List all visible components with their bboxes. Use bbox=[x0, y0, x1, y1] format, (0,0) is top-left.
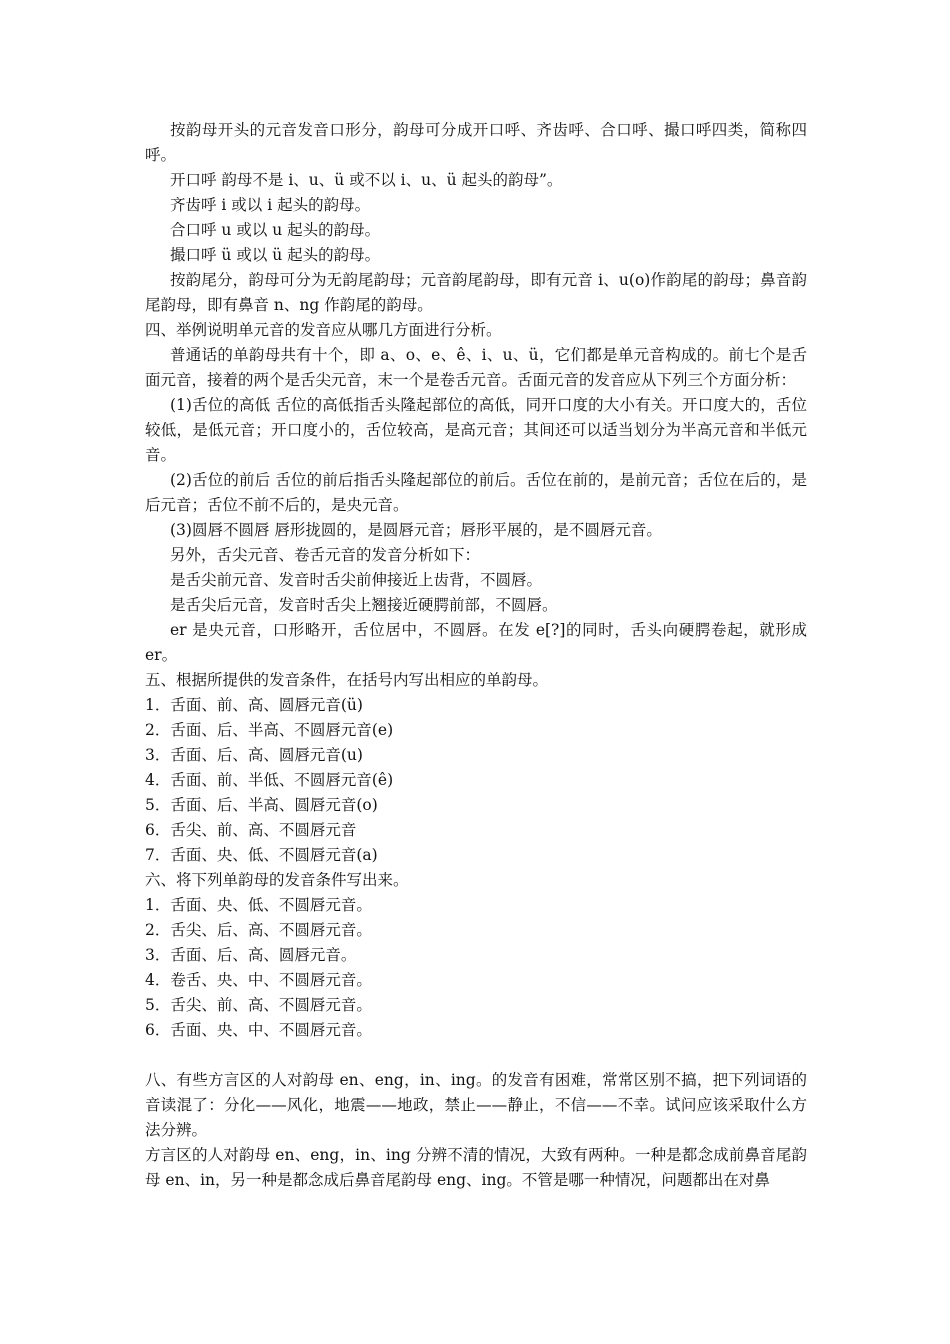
paragraph-cuokouhu: 撮口呼 ü 或以 ü 起头的韵母。 bbox=[170, 246, 381, 264]
list-item: 4．舌面、前、半低、不圆唇元音(ê) bbox=[145, 771, 394, 789]
list-item: 2．舌尖、后、高、不圆唇元音。 bbox=[145, 921, 372, 939]
section-heading-eight: 八、有些方言区的人对韵母 en、eng，in、ing。的发音有困难，常常区别不搞，把下列词语的音读混了：分化——风化，地震——地政，禁止——静止，不信——不幸。试问应该采取什么方法分辨。 bbox=[145, 1071, 807, 1139]
list-item: 7．舌面、央、低、不圆唇元音(a) bbox=[145, 846, 378, 864]
paragraph-en-eng-answer: 方言区的人对韵母 en、eng，in、ing 分辨不清的情况，大致有两种。一种是都念成前鼻音尾韵母 en、in，另一种是都念成后鼻音尾韵母 eng、ing。不管是哪一种情况，问题都出在对鼻 bbox=[145, 1146, 807, 1189]
paragraph-kaikouhu: 开口呼 韵母不是 i、u、ü 或不以 i、u、ü 起头的韵母”。 bbox=[170, 171, 563, 189]
list-item: 1．舌面、央、低、不圆唇元音。 bbox=[145, 896, 372, 914]
list-item: 6．舌面、央、中、不圆唇元音。 bbox=[145, 1021, 372, 1039]
blank-line bbox=[145, 1043, 807, 1068]
list-item: 3．舌面、后、高、圆唇元音。 bbox=[145, 946, 357, 964]
section-heading-five: 五、根据所提供的发音条件，在括号内写出相应的单韵母。 bbox=[145, 671, 549, 689]
paragraph-qichihu: 齐齿呼 i 或以 i 起头的韵母。 bbox=[170, 196, 371, 214]
section-heading-four: 四、举例说明单元音的发音应从哪几方面进行分析。 bbox=[145, 321, 502, 339]
paragraph-yunwei: 按韵尾分，韵母可分为无韵尾韵母；元音韵尾韵母，即有元音 i、u(o)作韵尾的韵母；鼻音韵尾韵母，即有鼻音 n、ng 作韵尾的韵母。 bbox=[145, 271, 807, 314]
list-item: 5．舌尖、前、高、不圆唇元音。 bbox=[145, 996, 372, 1014]
list-item: 2．舌面、后、半高、不圆唇元音(e) bbox=[145, 721, 394, 739]
paragraph-apical-front: 是舌尖前元音、发音时舌尖前伸接近上齿背，不圆唇。 bbox=[170, 571, 543, 589]
paragraph-hekouhu: 合口呼 u 或以 u 起头的韵母。 bbox=[170, 221, 381, 239]
list-item: 6．舌尖、前、高、不圆唇元音 bbox=[145, 821, 357, 839]
document-body bbox=[145, 118, 807, 1193]
paragraph-er: er 是央元音，口形略开，舌位居中，不圆唇。在发 e[?]的同时，舌头向硬腭卷起，就形成 er。 bbox=[145, 621, 807, 664]
paragraph-lip-rounding: (3)圆唇不圆唇 唇形拢圆的，是圆唇元音；唇形平展的，是不圆唇元音。 bbox=[170, 521, 662, 539]
paragraph-single-finals: 普通话的单韵母共有十个，即 a、o、e、ê、i、u、ü，它们都是单元音构成的。前七个是舌面元音，接着的两个是舌尖元音，末一个是卷舌元音。舌面元音的发音应从下列三个方面分析： bbox=[145, 346, 807, 389]
paragraph-apical-back: 是舌尖后元音，发音时舌尖上翘接近硬腭前部，不圆唇。 bbox=[170, 596, 558, 614]
section-heading-six: 六、将下列单韵母的发音条件写出来。 bbox=[145, 871, 409, 889]
list-item: 5．舌面、后、半高、圆唇元音(o) bbox=[145, 796, 378, 814]
paragraph-tongue-height: (1)舌位的高低 舌位的高低指舌头隆起部位的高低，同开口度的大小有关。开口度大的，舌位较低，是低元音；开口度小的，舌位较高，是高元音；其间还可以适当划分为半高元音和半低元音。 bbox=[145, 396, 807, 464]
paragraph-apical-intro: 另外，舌尖元音、卷舌元音的发音分析如下： bbox=[170, 546, 481, 564]
paragraph-four-hu-intro: 按韵母开头的元音发音口形分，韵母可分成开口呼、齐齿呼、合口呼、撮口呼四类，简称四呼。 bbox=[145, 121, 807, 164]
list-item: 3．舌面、后、高、圆唇元音(u) bbox=[145, 746, 363, 764]
paragraph-tongue-position: (2)舌位的前后 舌位的前后指舌头隆起部位的前后。舌位在前的，是前元音；舌位在后的，是后元音；舌位不前不后的，是央元音。 bbox=[145, 471, 807, 514]
list-item: 1．舌面、前、高、圆唇元音(ü) bbox=[145, 696, 363, 714]
list-item: 4．卷舌、央、中、不圆唇元音。 bbox=[145, 971, 372, 989]
